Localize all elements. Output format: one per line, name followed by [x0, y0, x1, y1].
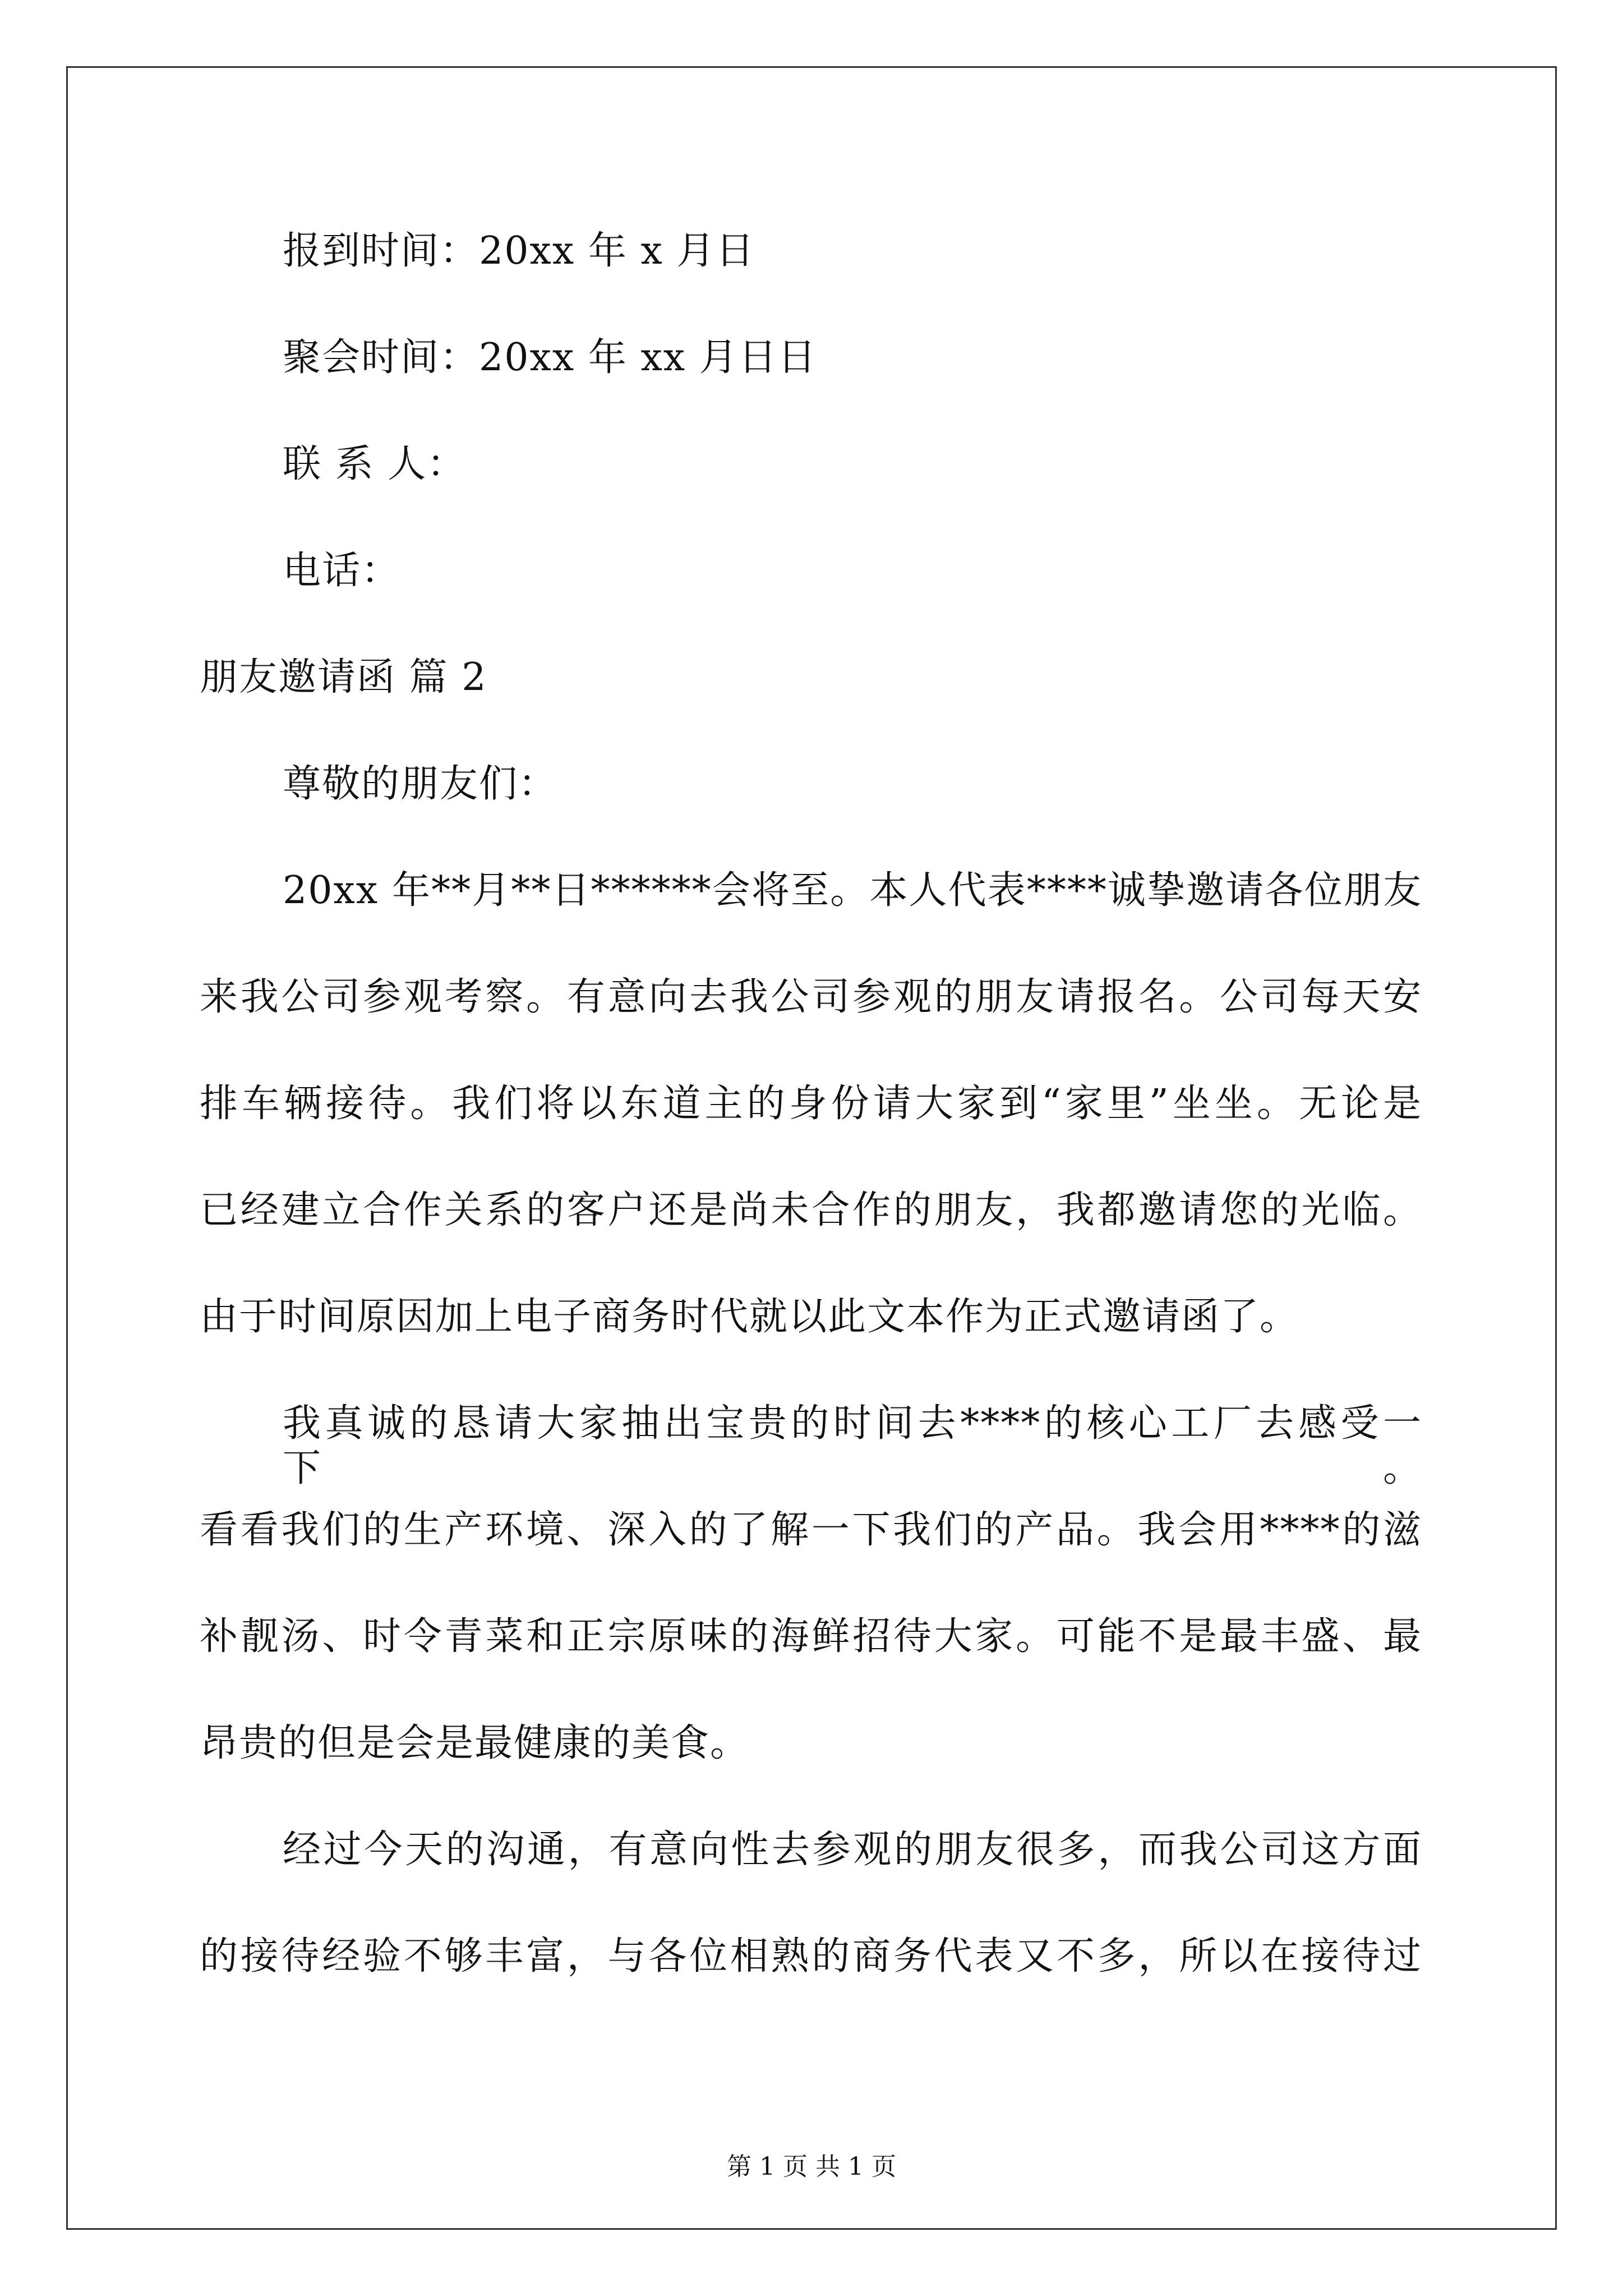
registration-time-line: 报到时间：20xx 年 x 月日 — [283, 229, 755, 273]
paragraph-1-line-1: 20xx 年**月**日******会将至。本人代表****诚挚邀请各位朋友 — [283, 868, 1422, 913]
paragraph-2-line-2: 看看我们的生产环境、深入的了解一下我们的产品。我会用****的滋 — [200, 1508, 1422, 1552]
contact-person-line: 联 系 人： — [283, 442, 467, 486]
paragraph-1-line-4: 已经建立合作关系的客户还是尚未合作的朋友，我都邀请您的光临。 — [200, 1188, 1422, 1232]
paragraph-2-line-1: 我真诚的恳请大家抽出宝贵的时间去****的核心工厂去感受一下。 — [283, 1401, 1422, 1490]
phone-line: 电话： — [283, 549, 401, 593]
salutation: 尊敬的朋友们： — [283, 762, 558, 806]
paragraph-3-line-2: 的接待经验不够丰富，与各位相熟的商务代表又不多，所以在接待过 — [200, 1934, 1422, 1978]
page-number-footer: 第 1 页 共 1 页 — [727, 2152, 896, 2181]
paragraph-1-line-5: 由于时间原因加上电子商务时代就以此文本作为正式邀请函了。 — [200, 1295, 1299, 1339]
section-heading: 朋友邀请函 篇 2 — [200, 655, 487, 700]
paragraph-1-line-3: 排车辆接待。我们将以东道主的身份请大家到“家里”坐坐。无论是 — [200, 1082, 1422, 1126]
page-border — [66, 66, 1557, 2230]
paragraph-2-line-3: 补靓汤、时令青菜和正宗原味的海鲜招待大家。可能不是最丰盛、最 — [200, 1614, 1422, 1659]
paragraph-3-line-1: 经过今天的沟通，有意向性去参观的朋友很多，而我公司这方面 — [283, 1828, 1422, 1872]
gathering-time-line: 聚会时间：20xx 年 xx 月日日 — [283, 335, 817, 380]
paragraph-1-line-2: 来我公司参观考察。有意向去我公司参观的朋友请报名。公司每天安 — [200, 975, 1422, 1019]
paragraph-2-line-4: 昂贵的但是会是最健康的美食。 — [200, 1721, 750, 1765]
